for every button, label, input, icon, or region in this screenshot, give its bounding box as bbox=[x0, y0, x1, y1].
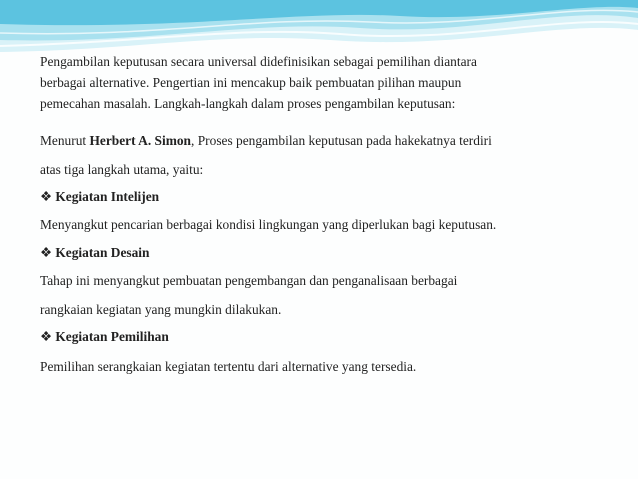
step-1-heading bbox=[40, 189, 159, 205]
step-3-description: Pemilihan serangkaian kegiatan tertentu dari alternative yang tersedia. bbox=[40, 359, 417, 374]
step-3-heading bbox=[40, 329, 169, 345]
step-1-description: Menyangkut pencarian berbagai kondisi lingkungan yang diperlukan bagi keputusan. bbox=[40, 217, 497, 232]
diamond-bullet-icon: ❖ bbox=[40, 329, 53, 344]
simon-rest: , Proses pengambilan keputusan pada hakekatnya terdiri bbox=[191, 133, 492, 148]
simon-prefix: Menurut bbox=[40, 133, 90, 148]
simon-line-1 bbox=[40, 133, 492, 149]
step-3-title: Kegiatan Pemilihan bbox=[55, 329, 169, 344]
step-1-title: Kegiatan Intelijen bbox=[55, 189, 160, 204]
diamond-bullet-icon: ❖ bbox=[40, 245, 53, 260]
diamond-bullet-icon: ❖ bbox=[40, 189, 53, 204]
simon-line-2: atas tiga langkah utama, yaitu: bbox=[40, 162, 204, 177]
intro-line-1: Pengambilan keputusan secara universal didefinisikan sebagai pemilihan diantara bbox=[40, 54, 477, 69]
step-2-description-1: Tahap ini menyangkut pembuatan pengembangan dan penganalisaan berbagai bbox=[40, 273, 458, 288]
intro-line-2: berbagai alternative. Pengertian ini mencakup baik pembuatan pilihan maupun bbox=[40, 75, 462, 90]
step-2-description-2: rangkaian kegiatan yang mungkin dilakukan. bbox=[40, 302, 282, 317]
header-wave-decoration bbox=[0, 0, 638, 58]
intro-line-3: pemecahan masalah. Langkah-langkah dalam proses pengambilan keputusan: bbox=[40, 96, 456, 111]
simon-name: Herbert A. Simon bbox=[89, 133, 192, 148]
step-2-heading bbox=[40, 245, 149, 261]
step-2-title: Kegiatan Desain bbox=[55, 245, 150, 260]
